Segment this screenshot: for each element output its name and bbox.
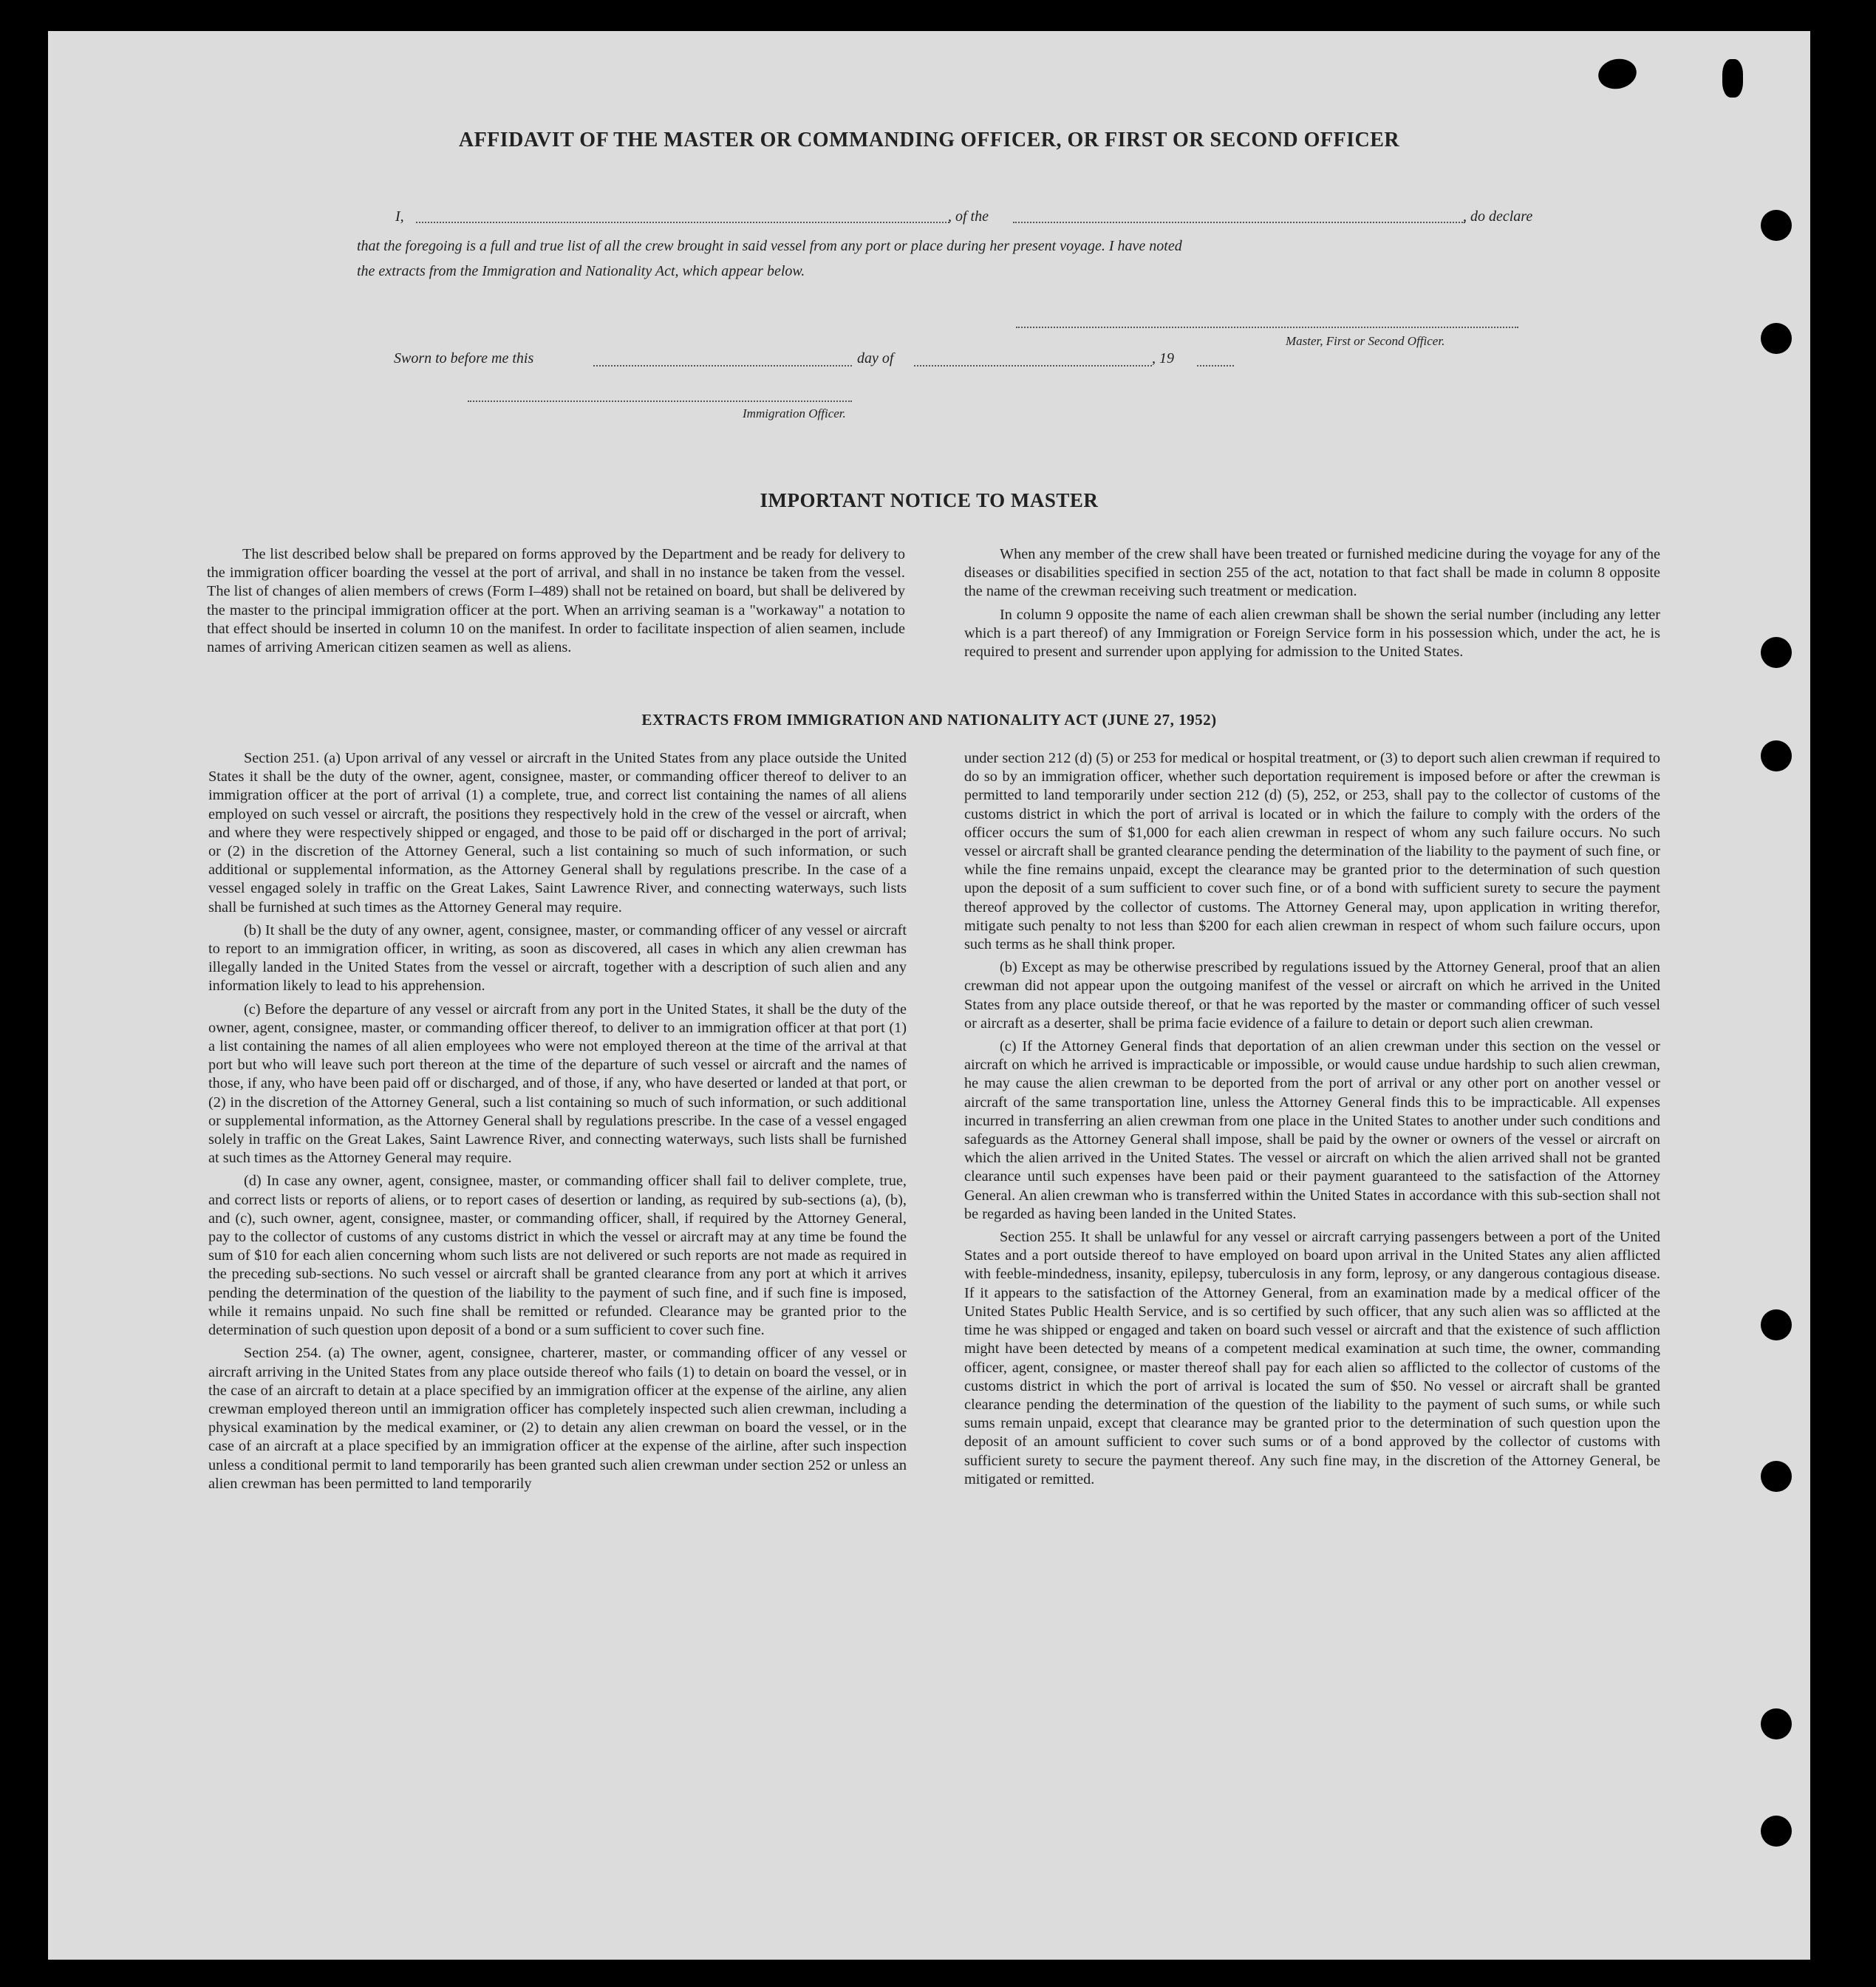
affidavit-title: AFFIDAVIT OF THE MASTER OR COMMANDING OFFICER, OR FIRST OR SECOND OFFICER	[458, 129, 1400, 151]
section-251-c: (c) Before the departure of any vessel or aircraft from any port in the United States, it shall be the duty of the owner, agent, consignee, master, or commanding officer thereof, to deliver to an immigration officer at that port (1) a list containing the names of all alien employees who were not employed thereon at the time of the arrival at that port but who will leave such port thereon at the time of the departure of such vessel or aircraft and the names of those, if any, who have been paid off or discharged, and of those, if any, who have deserted or landed at that port, or (2) in the discretion of the Attorney General, such a list containing so much of such information, or such additional or supplemental information, as the Attorney General shall by regulations prescribe. In the case of a vessel engaged solely in traffic on the Great Lakes, Saint Lawrence River, and connecting waterways, such lists shall be furnished at such times as the Attorney General may require.	[208, 1001, 907, 1167]
notice-left-paragraph: The list described below shall be prepared on forms approved by the Department and be ready for delivery to the immigration officer boarding the vessel at the port of arrival, and shall in no instance be taken from the vessel. The list of changes of alien members of crews (Form I–489) shall not be retained on board, but shall be delivered by the master to the principal immigration officer at the port. When an arriving seaman is a "workaway" a notation to that effect should be inserted in column 10 on the manifest. In order to facilitate inspection of alien seamen, include names of arriving American citizen seamen as well as aliens.	[207, 546, 905, 656]
notice-right-column	[964, 545, 1660, 666]
ink-blot	[1595, 55, 1639, 92]
notice-left-column	[207, 545, 905, 661]
extracts-left-column	[208, 749, 907, 1498]
signature-blank-line	[1016, 327, 1518, 328]
section-254-c: (c) If the Attorney General finds that deportation of an alien crewman under this section on the vessel or aircraft on which he arrived is impracticable or impossible, or would cause undue hardship to such alien crewman, he may cause the alien crewman to be deported from the port of arrival or any other port on another vessel or aircraft of the same transportation line, unless the Attorney General finds this to be impracticable. All expenses incurred in transferring an alien crewman from one place in the United States to another under such conditions and safeguards as the Attorney General shall impose, shall be paid by the owner or owners of the vessel or aircraft on which the alien arrived in the United States. The vessel or aircraft on which the alien arrived shall not be granted clearance until such expenses have been paid or their payment guaranteed to the satisfaction of the Attorney General. An alien crewman who is transferred within the United States in accordance with this sub-section shall not be regarded as having been landed in the United States.	[964, 1038, 1660, 1222]
document-page	[48, 31, 1810, 1960]
sworn-label: Sworn to before me this	[394, 350, 534, 367]
punch-hole	[1761, 637, 1792, 668]
section-251-a: Section 251. (a) Upon arrival of any vessel or aircraft in the United States from any place outside the United States it shall be the duty of the owner, agent, consignee, master, or commanding officer thereof to deliver to an immigration officer at the port of arrival (1) a complete, true, and correct list containing the names of all aliens employed on such vessel or aircraft, the positions they respectively hold in the crew of the vessel or aircraft, when and where they were respectively shipped or engaged, and those to be paid off or discharged in the port of arrival; or (2) in the discretion of the Attorney General, such a list containing so much of such information, or such additional or supplemental information, as the Attorney General shall by regulations prescribe. In the case of a vessel engaged solely in traffic on the Great Lakes, Saint Lawrence River, and connecting waterways, such lists shall be furnished at such times as the Attorney General may require.	[208, 750, 907, 916]
day-blank-line	[593, 365, 852, 367]
section-254-b: (b) Except as may be otherwise prescribed by regulations issued by the Attorney General, proof that an alien crewman did not appear upon the outgoing manifest of the vessel or aircraft on which he arrived in the United States from any place outside thereof, or that he was reported by the master or commanding officer of such vessel or aircraft as a deserter, shall be prima facie evidence of a failure to detain or deport such alien crewman.	[964, 959, 1660, 1032]
day-of-label: day of	[857, 350, 894, 367]
year-prefix-label: , 19	[1152, 350, 1174, 367]
punch-hole	[1761, 210, 1792, 241]
section-251-b: (b) It shall be the duty of any owner, agent, consignee, master, or commanding officer of any vessel or aircraft to report to an immigration officer, in writing, as soon as discovered, all cases in which any alien crewman has illegally landed in the United States from the vessel or aircraft, together with a description of such alien and any information likely to lead to his apprehension.	[208, 921, 907, 995]
section-254-a: Section 254. (a) The owner, agent, consignee, charterer, master, or commanding officer of any vessel or aircraft arriving in the United States from any place outside thereof who fails (1) to detain on board the vessel, or in the case of an aircraft to detain at a place specified by an immigration officer at the expense of the airline, any alien crewman employed thereon until an immigration officer has completely inspected such alien crewman, including a physical examination by the medical examiner, or (2) to detain any alien crewman on board the vessel, or in the case of an aircraft at a place specified by an immigration officer at the expense of the airline, after such inspection unless a conditional permit to land temporarily has been granted such alien crewman under section 252 or unless an alien crewman has been permitted to land temporarily	[208, 1345, 907, 1492]
punch-hole	[1761, 1708, 1792, 1739]
punch-hole	[1761, 1461, 1792, 1492]
punch-hole	[1761, 1816, 1792, 1847]
name-blank-line	[416, 222, 949, 223]
notice-title: IMPORTANT NOTICE TO MASTER	[760, 489, 1099, 511]
notice-right-paragraph-2: In column 9 opposite the name of each alien crewman shall be shown the serial number (including any letter which is a part thereof) of any Immigration or Foreign Service form in his possession which, under the act, he is required to present and surrender upon applying for admission to the United States.	[964, 606, 1660, 661]
extracts-right-column	[964, 749, 1660, 1493]
extracts-title: EXTRACTS FROM IMMIGRATION AND NATIONALITY ACT (JUNE 27, 1952)	[641, 711, 1217, 729]
affidavit-i-label: I,	[395, 208, 404, 225]
vessel-blank-line	[1013, 222, 1465, 223]
affidavit-declare-label: , do declare	[1463, 208, 1533, 225]
year-blank-line	[1197, 365, 1234, 367]
punch-hole	[1761, 740, 1792, 771]
punch-hole	[1761, 1309, 1792, 1340]
officer-label: Immigration Officer.	[743, 406, 846, 420]
section-254-a-continued: under section 212 (d) (5) or 253 for medical or hospital treatment, or (3) to deport such alien crewman if required to do so by an immigration officer, whether such deportation requirement is imposed before or after the crewman is permitted to land temporarily under section 212 (d) (5), 252, or 253, shall pay to the collector of customs of the customs district in which the port of arrival is located or in which the failure to comply with the orders of the officer occurs the sum of $1,000 for each alien crewman in respect of whom any such failure occurs. No such vessel or aircraft shall be granted clearance pending the determination of the liability to the payment of such fine, or while the fine remains unpaid, except the clearance may be granted prior to the determination of such question upon the deposit of a sum sufficient to cover such fine, or of a bond with sufficient surety to secure the payment thereof approved by the collector of customs. The Attorney General may, upon application in writing therefor, mitigate such penalty to not less than $200 for each alien crewman in respect of whom such failure occurs, upon such terms as he shall think proper.	[964, 750, 1660, 953]
affidavit-of-the-label: , of the	[948, 208, 989, 225]
section-251-d: (d) In case any owner, agent, consignee, master, or commanding officer shall fail to deliver complete, true, and correct lists or reports of aliens, or to report cases of desertion or landing, as required by sub-sections (a), (b), and (c), such owner, agent, consignee, master, or commanding officer, shall, if required by the Attorney General, pay to the collector of customs of any customs district in which the vessel or aircraft may at any time be found the sum of $10 for each alien concerning whom such lists are not delivered or such reports are not made as required in the preceding sub-sections. No such vessel or aircraft shall be granted clearance from any port at which it arrives pending the determination of the question of the liability to the payment of such fine, and if such fine is imposed, while it remains unpaid. No such fine shall be remitted or refunded. Clearance may be granted prior to the determination of such question upon deposit of a bond or a sum sufficient to cover such fine.	[208, 1173, 907, 1339]
officer-blank-line	[468, 401, 852, 402]
affidavit-line-3: the extracts from the Immigration and Nationality Act, which appear below.	[357, 263, 805, 279]
month-blank-line	[914, 365, 1152, 367]
signature-label: Master, First or Second Officer.	[1286, 334, 1445, 348]
section-255: Section 255. It shall be unlawful for any vessel or aircraft carrying passengers between a port of the United States and a port outside thereof to have employed on board upon arrival in the United States any alien afflicted with feeble-mindedness, insanity, epilepsy, tuberculosis in any form, leprosy, or any dangerous contagious disease. If it appears to the satisfaction of the Attorney General, from an examination made by a medical officer of the United States Public Health Service, and is so certified by such officer, that any such alien was so afflicted at the time he was shipped or engaged and taken on board such vessel or aircraft and that the existence of such affliction might have been detected by means of a competent medical examination at such time, the owner, commanding officer, agent, consignee, or master thereof shall pay for each alien so afflicted to the collector of customs of the customs district in which the port of arrival is located the sum of $50. No vessel or aircraft shall be granted clearance pending the determination of the question of the liability to the payment of such sums, or while such sums remain unpaid, except that clearance may be granted prior to the determination of such question upon the deposit of an amount sufficient to cover such sums or of a bond approved by the collector of customs with sufficient surety to secure the payment thereof. Any such fine may, in the discretion of the Attorney General, be mitigated or remitted.	[964, 1229, 1660, 1487]
notice-right-paragraph-1: When any member of the crew shall have been treated or furnished medicine during the voyage for any of the diseases or disabilities specified in section 255 of the act, notation to that fact shall be made in column 8 opposite the name of the crewman receiving such treatment or medication.	[964, 546, 1660, 600]
affidavit-line-2: that the foregoing is a full and true list of all the crew brought in said vessel from any port or place during her present voyage. I have noted	[357, 238, 1182, 254]
punch-hole	[1761, 323, 1792, 354]
ink-blot	[1722, 59, 1743, 98]
